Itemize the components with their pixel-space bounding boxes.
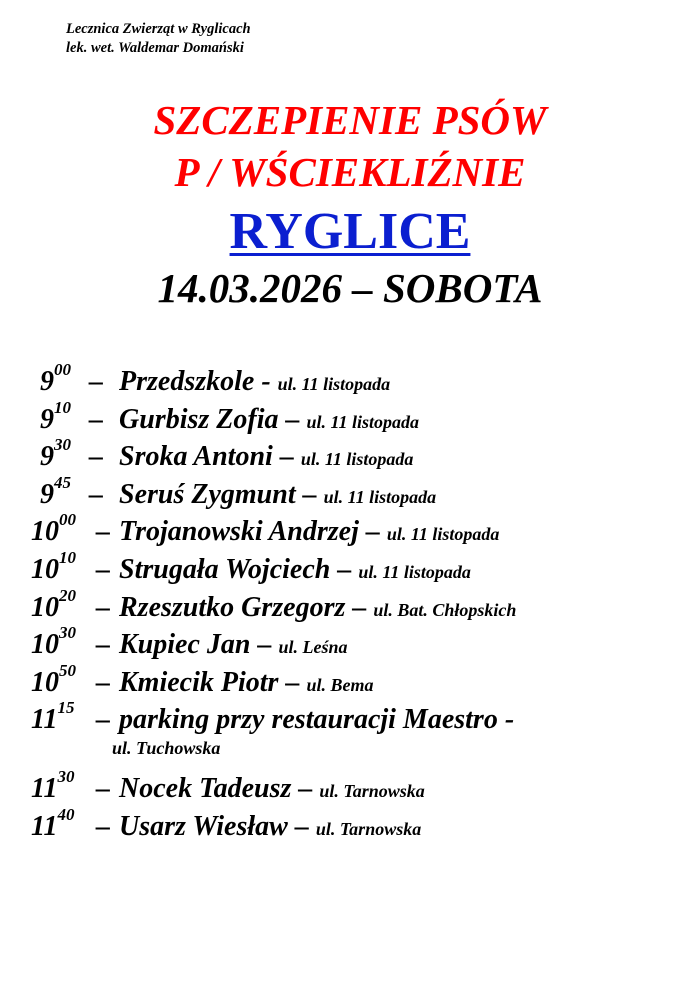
event-date: 14.03.2026 – SOBOTA (157, 265, 543, 311)
schedule-hour: 9 (40, 403, 54, 435)
schedule-hour: 9 (40, 366, 54, 397)
schedule-row (0, 804, 700, 847)
schedule-place-name: Sroka Antoni (119, 441, 280, 473)
schedule-list (0, 360, 700, 846)
schedule-place (119, 590, 516, 628)
schedule-place-name: Przedszkole (119, 366, 262, 397)
schedule-place (119, 665, 373, 703)
schedule-street: ul. Leśna (278, 637, 348, 658)
schedule-street: ul. 11 listopada (323, 486, 437, 507)
clinic-name: Lecznica Zwierząt w Ryglicach (66, 21, 251, 37)
schedule-row (0, 623, 700, 665)
schedule-minute: 15 (57, 698, 75, 718)
schedule-hour: 11 (31, 772, 58, 804)
title-line-2: P / WŚCIEKLIŹNIE (174, 149, 526, 195)
schedule-minute: 20 (59, 585, 76, 605)
schedule-street: ul. 11 listopada (358, 561, 471, 582)
schedule-dash: – (96, 810, 110, 842)
schedule-row (0, 585, 700, 628)
schedule-minute: 30 (54, 435, 71, 455)
schedule-street: ul. Bema (306, 674, 374, 695)
schedule-dash: – (96, 704, 110, 736)
schedule-place (119, 477, 436, 515)
schedule-place-name: Strugała Wojciech (119, 553, 338, 585)
schedule-street: ul. Tuchowska (112, 737, 221, 758)
schedule-minute: 10 (59, 547, 76, 567)
schedule-place-name: Gurbisz Zofia (119, 403, 286, 435)
schedule-minute: 30 (59, 623, 76, 643)
schedule-separator: – (302, 478, 324, 510)
schedule-separator: – (352, 591, 374, 623)
schedule-separator: – (298, 772, 320, 804)
schedule-dash: – (96, 516, 110, 548)
schedule-dash: – (89, 478, 103, 510)
schedule-place (119, 627, 347, 665)
schedule-street: ul. Tarnowska (315, 818, 422, 839)
schedule-hour: 10 (31, 629, 59, 661)
schedule-place (119, 809, 421, 847)
schedule-place (119, 364, 390, 402)
schedule-place-name: Nocek Tadeusz (119, 772, 299, 804)
schedule-minute: 00 (54, 360, 71, 379)
schedule-separator: – (337, 553, 359, 585)
schedule-minute: 10 (54, 397, 71, 417)
schedule-row (0, 766, 700, 809)
schedule-row (0, 660, 700, 703)
town-name (0, 202, 700, 262)
schedule-minute: 45 (54, 472, 71, 492)
schedule-hour: 10 (31, 553, 59, 585)
schedule-separator: – (285, 403, 307, 435)
schedule-place-name: Kupiec Jan (119, 629, 258, 661)
schedule-street: ul. Bat. Chłopskich (373, 599, 517, 620)
schedule-separator: – (285, 666, 307, 698)
schedule-minute: 30 (57, 766, 75, 786)
schedule-row (0, 435, 700, 477)
schedule-minute: 40 (57, 804, 75, 824)
schedule-street: ul. Tarnowska (319, 780, 425, 801)
schedule-street: ul. 11 listopada (306, 411, 419, 432)
schedule-dash: – (96, 629, 110, 661)
schedule-dash: – (96, 772, 110, 804)
schedule-hour: 10 (31, 666, 59, 698)
clinic-header (66, 20, 251, 58)
schedule-place-name: Rzeszutko Grzegorz (119, 591, 353, 623)
schedule-place (119, 702, 514, 738)
title-line-1: SZCZEPIENIE PSÓW (153, 97, 547, 143)
schedule-hour: 10 (31, 591, 59, 623)
schedule-hour: 11 (31, 704, 58, 736)
schedule-separator: – (365, 516, 387, 548)
schedule-row (0, 547, 700, 590)
schedule-place (119, 439, 413, 477)
schedule-dash: – (96, 666, 110, 698)
schedule-dash: – (89, 441, 103, 473)
schedule-row (0, 472, 700, 515)
schedule-place-name: Seruś Zygmunt (119, 478, 303, 510)
schedule-row-continuation (0, 737, 700, 771)
schedule-separator: - (261, 366, 278, 397)
schedule-row (0, 510, 700, 552)
schedule-dash: – (96, 553, 110, 585)
schedule-place (119, 402, 419, 440)
schedule-dash: – (89, 403, 103, 435)
schedule-place-name: parking przy restauracji Maestro (119, 704, 505, 736)
schedule-separator: – (294, 810, 316, 842)
schedule-separator: – (279, 441, 301, 473)
schedule-street: ul. 11 listopada (386, 524, 500, 545)
schedule-street: ul. 11 listopada (300, 449, 414, 470)
schedule-row (0, 360, 700, 402)
schedule-place-name: Usarz Wiesław (119, 810, 295, 842)
schedule-hour: 9 (40, 441, 54, 473)
schedule-minute: 50 (59, 660, 76, 680)
town-name-text: RYGLICE (229, 203, 471, 260)
schedule-street: ul. 11 listopada (277, 374, 391, 394)
schedule-place (119, 552, 471, 590)
schedule-hour: 9 (40, 478, 54, 510)
schedule-place-name: Trojanowski Andrzej (119, 516, 366, 548)
schedule-hour: 10 (31, 516, 59, 548)
clinic-doctor: lek. wet. Waldemar Domański (66, 40, 244, 56)
schedule-place-name: Kmiecik Piotr (119, 666, 286, 698)
schedule-dash: – (96, 591, 110, 623)
schedule-row (0, 397, 700, 440)
schedule-dash: – (89, 366, 103, 397)
schedule-minute: 00 (59, 510, 76, 530)
schedule-place (119, 514, 499, 552)
schedule-separator: – (257, 629, 279, 661)
schedule-place (119, 771, 425, 809)
schedule-hour: 11 (31, 810, 58, 842)
schedule-row (0, 698, 700, 740)
schedule-separator: - (504, 704, 515, 736)
